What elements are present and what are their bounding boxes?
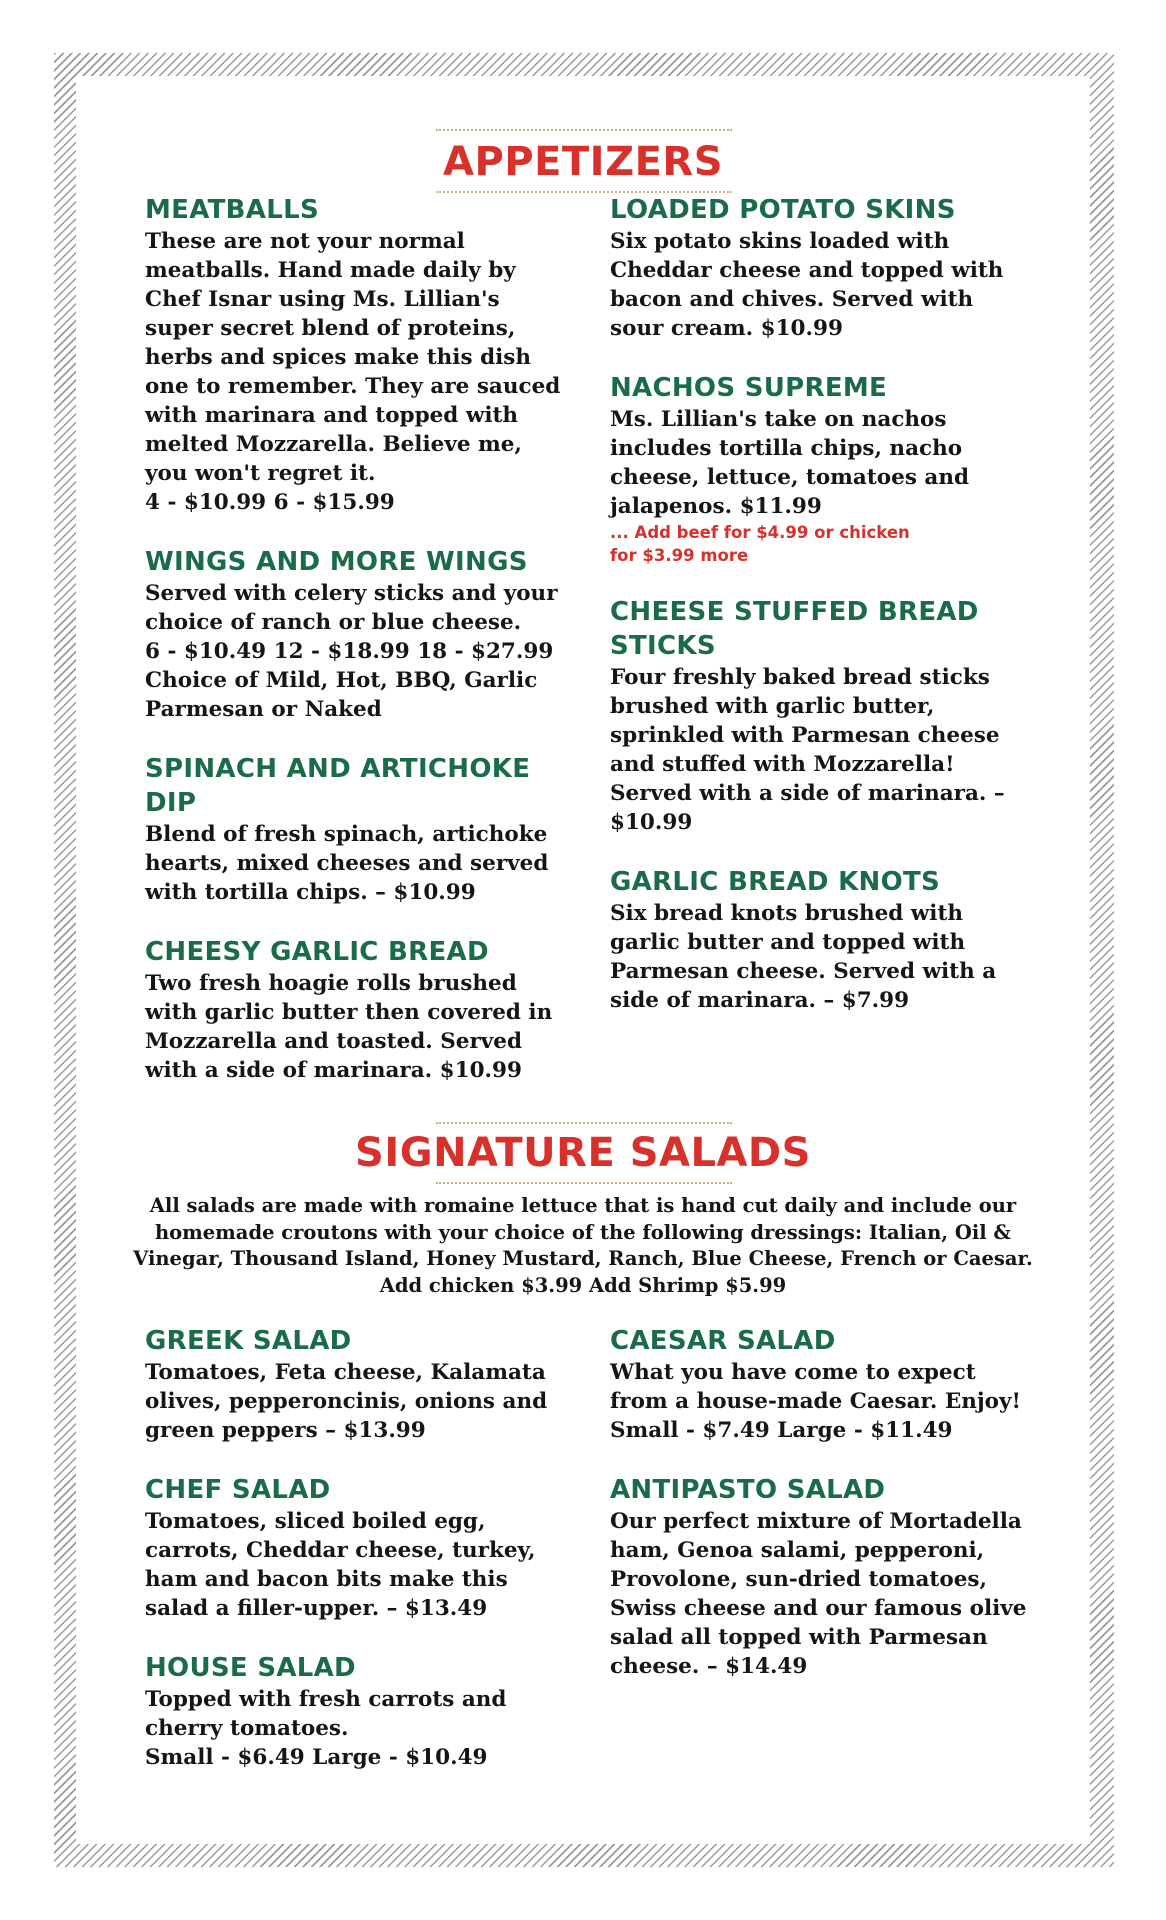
item-name: SPINACH AND ARTICHOKE DIP bbox=[145, 754, 531, 818]
salads-left-column bbox=[145, 1324, 585, 1800]
item-description: Topped with fresh carrots and cherry tomatoes. Small - $6.49 Large - $10.49 bbox=[145, 1687, 507, 1770]
item-description: Tomatoes, sliced boiled egg, carrots, Cheddar cheese, turkey, ham and bacon bits make this salad a filler-upper. – $13.49 bbox=[145, 1509, 536, 1621]
divider-dots-bottom bbox=[436, 1182, 732, 1184]
item-description: What you have come to expect from a house-made Caesar. Enjoy! Small - $7.49 Large - $11.49 bbox=[610, 1360, 1021, 1443]
divider-dots-top bbox=[436, 129, 732, 131]
item-description: Ms. Lillian's take on nachos includes tortilla chips, nacho cheese, lettuce, tomatoes and jalapenos. $11.99 bbox=[610, 407, 970, 519]
item-name: CHEESE STUFFED BREAD STICKS bbox=[610, 597, 979, 661]
menu-item bbox=[145, 752, 585, 907]
item-name: CHEESY GARLIC BREAD bbox=[145, 937, 489, 967]
menu-item bbox=[610, 1324, 1050, 1445]
item-description: Six potato skins loaded with Cheddar cheese and topped with bacon and chives. Served with sour cream. $10.99 bbox=[610, 229, 1004, 341]
item-description: Our perfect mixture of Mortadella ham, Genoa salami, pepperoni, Provolone, sun-dried tomatoes, Swiss cheese and our famous olive salad all topped with Parmesan cheese. – $14.49 bbox=[610, 1509, 1027, 1679]
salads-right-column bbox=[610, 1324, 1050, 1709]
menu-item bbox=[145, 545, 585, 724]
divider-dots-top bbox=[436, 1122, 732, 1124]
item-description: Tomatoes, Feta cheese, Kalamata olives, pepperoncinis, onions and green peppers – $13.99 bbox=[145, 1360, 548, 1443]
item-addon-note: ... Add beef for $4.99 or chicken for $3.99 more bbox=[610, 523, 910, 565]
menu-item bbox=[145, 1473, 585, 1623]
item-description: Served with celery sticks and your choice of ranch or blue cheese. 6 - $10.49 12 - $18.99 18 - $27.99 Choice of Mild, Hot, BBQ, Garlic Parmesan or Naked bbox=[145, 581, 558, 722]
menu-item bbox=[610, 595, 1050, 837]
item-name: ANTIPASTO SALAD bbox=[610, 1475, 886, 1505]
menu-item bbox=[145, 193, 585, 517]
appetizers-title: APPETIZERS bbox=[442, 139, 724, 185]
menu-item bbox=[145, 1324, 585, 1445]
menu-item bbox=[610, 371, 1050, 567]
item-name: LOADED POTATO SKINS bbox=[610, 195, 956, 225]
item-name: MEATBALLS bbox=[145, 195, 319, 225]
item-description: Blend of fresh spinach, artichoke hearts, mixed cheeses and served with tortilla chips. – $10.99 bbox=[145, 822, 549, 905]
item-description: Two fresh hoagie rolls brushed with garlic butter then covered in Mozzarella and toasted. Served with a side of marinara. $10.99 bbox=[145, 971, 553, 1083]
menu-item bbox=[610, 1473, 1050, 1681]
item-name: WINGS AND MORE WINGS bbox=[145, 547, 528, 577]
menu-item bbox=[610, 193, 1050, 343]
item-name: CHEF SALAD bbox=[145, 1475, 331, 1505]
menu-item bbox=[145, 935, 585, 1085]
appetizers-left-column bbox=[145, 193, 585, 1113]
item-description: These are not your normal meatballs. Hand made daily by Chef Isnar using Ms. Lillian's super secret blend of proteins, herbs and spices make this dish one to remember. They are sauced with marinara and topped with melted Mozzarella. Believe me, you won't regret it. 4 - $10.99 6 - $15.99 bbox=[145, 229, 561, 515]
item-name: HOUSE SALAD bbox=[145, 1653, 356, 1683]
item-name: CAESAR SALAD bbox=[610, 1326, 836, 1356]
appetizers-right-column bbox=[610, 193, 1050, 1043]
salads-title: SIGNATURE SALADS bbox=[355, 1130, 811, 1176]
item-name: GARLIC BREAD KNOTS bbox=[610, 867, 941, 897]
menu-item bbox=[610, 865, 1050, 1015]
item-description: Six bread knots brushed with garlic butter and topped with Parmesan cheese. Served with a side of marinara. – $7.99 bbox=[610, 901, 997, 1013]
salads-intro: All salads are made with romaine lettuce that is hand cut daily and include our homemade croutons with your choice of the following dressings: Italian, Oil & Vinegar, Thousand Island, Honey Mustard, Ranch, Blue Cheese, French or Caesar. Add chicken $3.99 Add Shrimp $5.99 bbox=[133, 1194, 1033, 1297]
menu-item bbox=[145, 1651, 585, 1772]
item-name: NACHOS SUPREME bbox=[610, 373, 888, 403]
item-name: GREEK SALAD bbox=[145, 1326, 352, 1356]
item-description: Four freshly baked bread sticks brushed with garlic butter, sprinkled with Parmesan cheese and stuffed with Mozzarella! Served with a side of marinara. – $10.99 bbox=[610, 665, 1005, 835]
